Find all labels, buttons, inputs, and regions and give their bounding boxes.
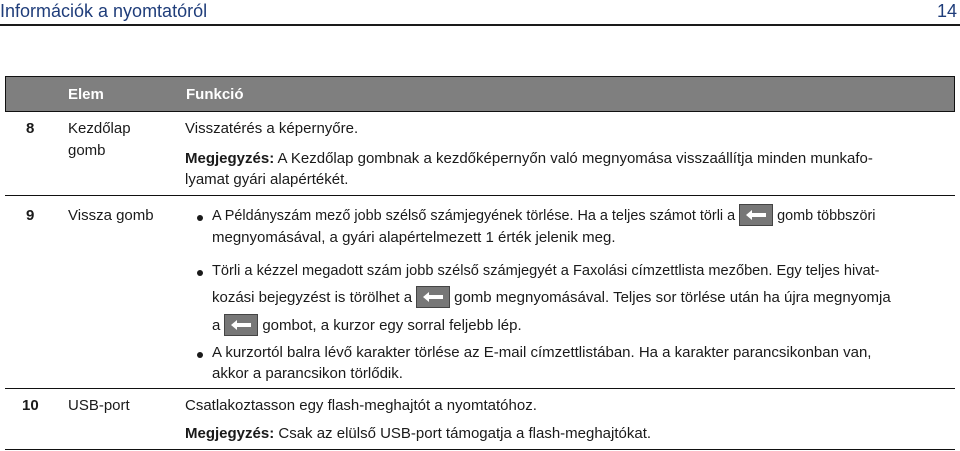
bullet-text: megnyomásával, a gyári alapértelmezett 1 érték jelenik meg. (212, 229, 616, 246)
bullet-text-part: gomb megnyomásával. Teljes sor törlése után ha újra megnyomja (454, 289, 891, 306)
page-title: Információk a nyomtatóról (0, 1, 208, 21)
bullet-text-part: gombot, a kurzor egy sorral feljebb lép. (262, 317, 522, 334)
row-note (185, 423, 651, 445)
row-divider (5, 388, 955, 389)
row-description: Csatlakoztasson egy flash-meghajtót a nyomtatóhoz. (185, 397, 537, 414)
bullet-text (212, 205, 876, 227)
row-elem: gomb (68, 142, 106, 159)
row-number: 9 (26, 207, 35, 224)
bullet-text (212, 315, 522, 337)
back-arrow-key-icon (739, 204, 773, 226)
bullet-icon (197, 215, 203, 221)
back-arrow-key-icon (224, 314, 258, 336)
header-rule (0, 24, 960, 26)
bullet-text: Törli a kézzel megadott szám jobb szélső számjegyét a Faxolási címzettlista mezőben. Egy teljes hivat- (212, 263, 880, 279)
row-divider (5, 449, 955, 450)
bullet-text-part: a (212, 317, 221, 334)
row-note (185, 148, 873, 170)
row-divider (5, 195, 955, 196)
bullet-text-part: A Példányszám mező jobb szélső számjegyének törlése. Ha a teljes számot törli a (212, 208, 736, 224)
bullet-icon (197, 270, 203, 276)
column-header-elem: Elem (68, 86, 104, 103)
row-elem: Kezdőlap (68, 120, 131, 137)
note-label: Megjegyzés: (185, 150, 275, 167)
table-header (5, 76, 955, 112)
row-elem: USB-port (68, 397, 130, 414)
bullet-text: A kurzortól balra lévő karakter törlése az E-mail címzettlistában. Ha a karakter parancsikonban van, (212, 344, 872, 361)
bullet-text (212, 287, 891, 309)
row-number: 10 (22, 397, 39, 414)
row-note: lyamat gyári alapértékét. (185, 171, 349, 188)
note-label: Megjegyzés: (185, 425, 275, 442)
note-text: Csak az elülső USB-port támogatja a flash-meghajtókat. (274, 425, 652, 442)
bullet-text: akkor a parancsikon törlődik. (212, 365, 403, 382)
page-number: 14 (936, 1, 957, 21)
bullet-text-part: gomb többszöri (777, 208, 876, 224)
bullet-icon (197, 352, 203, 358)
page-header (0, 0, 960, 24)
row-number: 8 (26, 120, 35, 137)
column-header-funkcio: Funkció (186, 86, 244, 103)
row-description: Visszatérés a képernyőre. (185, 120, 359, 137)
note-text: A Kezdőlap gombnak a kezdőképernyőn való megnyomása visszaállítja minden munkafo- (274, 150, 873, 167)
row-elem: Vissza gomb (68, 207, 154, 224)
back-arrow-key-icon (416, 286, 450, 308)
bullet-text-part: kozási bejegyzést is törölhet a (212, 289, 413, 306)
